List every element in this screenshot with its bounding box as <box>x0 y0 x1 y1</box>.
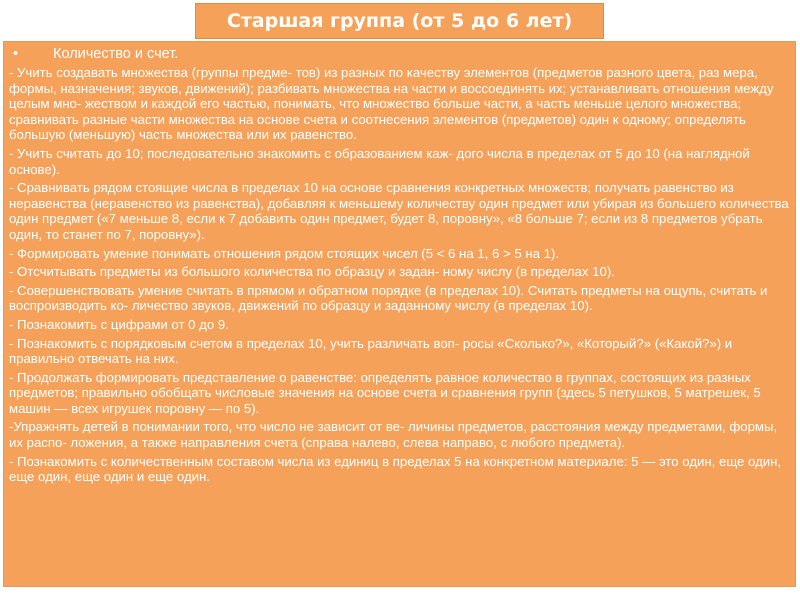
paragraph: - Совершенствовать умение считать в прямом и обратном порядке (в пределах 10). Считать предметы на ощупь, считать и воспроизводить ко- личество звуков, движений по образцу и заданному числу (в пределах 10). <box>9 282 768 314</box>
bullet-icon: • <box>13 46 19 62</box>
paragraph: - Формировать умение понимать отношения рядом стоящих чисел (5 < 6 на 1, 6 > 5 на 1). <box>9 245 560 261</box>
section-heading <box>9 43 791 65</box>
section-heading-text: Количество и счет. <box>53 46 179 62</box>
paragraph: - Познакомить с количественным составом числа из единиц в пределах 5 на конкретном материале: 5 — это один, еще один, еще один, еще один и еще один. <box>9 453 782 485</box>
paragraph: - Познакомить с цифрами от 0 до 9. <box>9 316 229 332</box>
paragraph: - Учить создавать множества (группы предме- тов) из разных по качеству элементов (предметов разного цвета, раз мера, формы, назначения; звуков, движений); разбивать множества на части и воссоединять их; устанавливать отношения между целым мно- жеством и каждой его частью, понимать, что множество больше части, а часть меньше целого множества; сравнивать разные части множества на основе счета и соотнесения элементов (предметов) один к одному; определять большую (меньшую) часть множества или их равенство. <box>9 65 774 143</box>
slide-title: Старшая группа (от 5 до 6 лет) <box>226 10 573 32</box>
paragraph: - Продолжать формировать представление о равенстве: определять равное количество в группах, состоящих из разных предметов; правильно обобщать числовые значения на основе счета и сравнения групп (здесь 5 петушков, 5 матрешек, 5 машин — всех игрушек поровну — по 5). <box>9 369 761 416</box>
paragraph: - Познакомить с порядковым счетом в пределах 10, учить различать воп- росы «Сколько?», «Который?» («Какой?») и правильно отвечать на них. <box>9 335 733 367</box>
paragraph: - Сравнивать рядом стоящие числа в пределах 10 на основе сравнения конкретных множеств; получать равенство из неравенства (неравенство из равенства), добавляя к меньшему количеству один предмет или убирая из большего количества один предмет («7 меньше 8, если к 7 добавить один предмет, будет 8, поровну», «8 больше 7; если из 8 предметов убрать один, то станет по 7, поровну»). <box>9 180 789 242</box>
slide-title-bar <box>195 3 604 39</box>
paragraph: - Отсчитывать предметы из большого количества по образцу и задан- ному числу (в пределах 10). <box>9 264 615 280</box>
paragraph: - Учить считать до 10; последовательно знакомить с образованием каж- дого числа в пределах от 5 до 10 (на наглядной основе). <box>9 145 750 177</box>
paragraph: -Упражнять детей в понимании того, что число не зависит от ве- личины предметов, расстояния между предметами, формы, их распо- ложения, а также направления счета (справа налево, слева направо, с любого предмета). <box>9 419 778 451</box>
content-box <box>3 41 796 587</box>
